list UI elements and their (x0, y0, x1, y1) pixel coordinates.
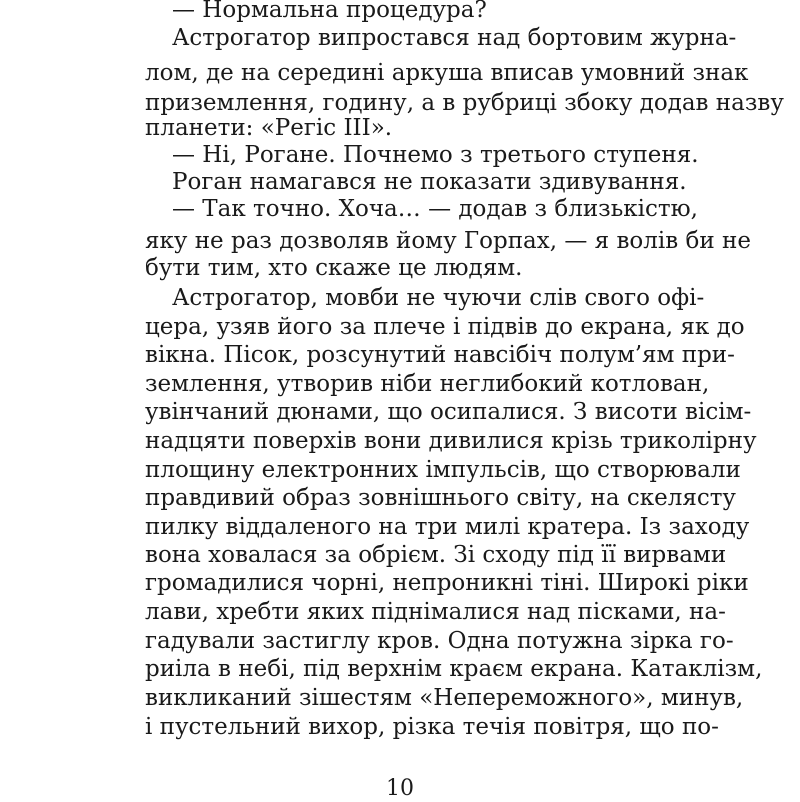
text-line: Астрогатор випростався над бортовим журна- (172, 25, 737, 51)
text-line: вона ховалася за обрієм. Зі сходу під її вирвами (145, 542, 727, 568)
text-line: риіла в небі, під верхнім краєм екрана. Катаклізм, (145, 656, 763, 682)
text-line: надцяти поверхів вони дивилися крізь триколірну (145, 428, 757, 454)
text-line: планети: «Регіс III». (145, 115, 393, 141)
text-line: цера, узяв його за плече і підвів до екрана, як до (145, 314, 745, 340)
text-line: площину електронних імпульсів, що створювали (145, 457, 741, 483)
text-line: громадилися чорні, непроникні тіні. Широкі ріки (145, 570, 749, 596)
text-line: гадували застиглу кров. Одна потужна зірка го- (145, 628, 734, 654)
text-line: лави, хребти яких піднімалися над пісками, на- (145, 599, 726, 625)
text-line: і пустельний вихор, різка течія повітря, що по- (145, 714, 719, 740)
text-line: пилку віддаленого на три милі кратера. Із заходу (145, 514, 750, 540)
text-line: — Ні, Рогане. Почнемо з третього ступеня. (172, 142, 699, 168)
text-line: бути тим, хто скаже це людям. (145, 255, 523, 281)
text-line: правдивий образ зовнішнього світу, на скелясту (145, 485, 736, 511)
text-line: — Так точно. Хоча… — додав з близькістю, (172, 196, 698, 222)
text-line: приземлення, годину, а в рубриці збоку додав назву (145, 90, 784, 116)
text-line: викликаний зішестям «Непереможного», минув, (145, 685, 744, 711)
text-line: вікна. Пісок, розсунутий навсібіч полум’ям при- (145, 342, 735, 368)
text-line: яку не раз дозволяв йому Горпах, — я волів би не (145, 228, 751, 254)
text-line: увінчаний дюнами, що осипалися. З висоти вісім- (145, 399, 752, 425)
text-line: — Нормальна процедура? (172, 0, 487, 23)
text-line: землення, утворив ніби неглибокий котлован, (145, 371, 710, 397)
text-line: Астрогатор, мовби не чуючи слів свого офі- (172, 285, 705, 311)
text-line: Роган намагався не показати здивування. (172, 169, 687, 195)
page-number: 10 (386, 776, 414, 801)
text-line: лом, де на середині аркуша вписав умовний знак (145, 60, 749, 86)
